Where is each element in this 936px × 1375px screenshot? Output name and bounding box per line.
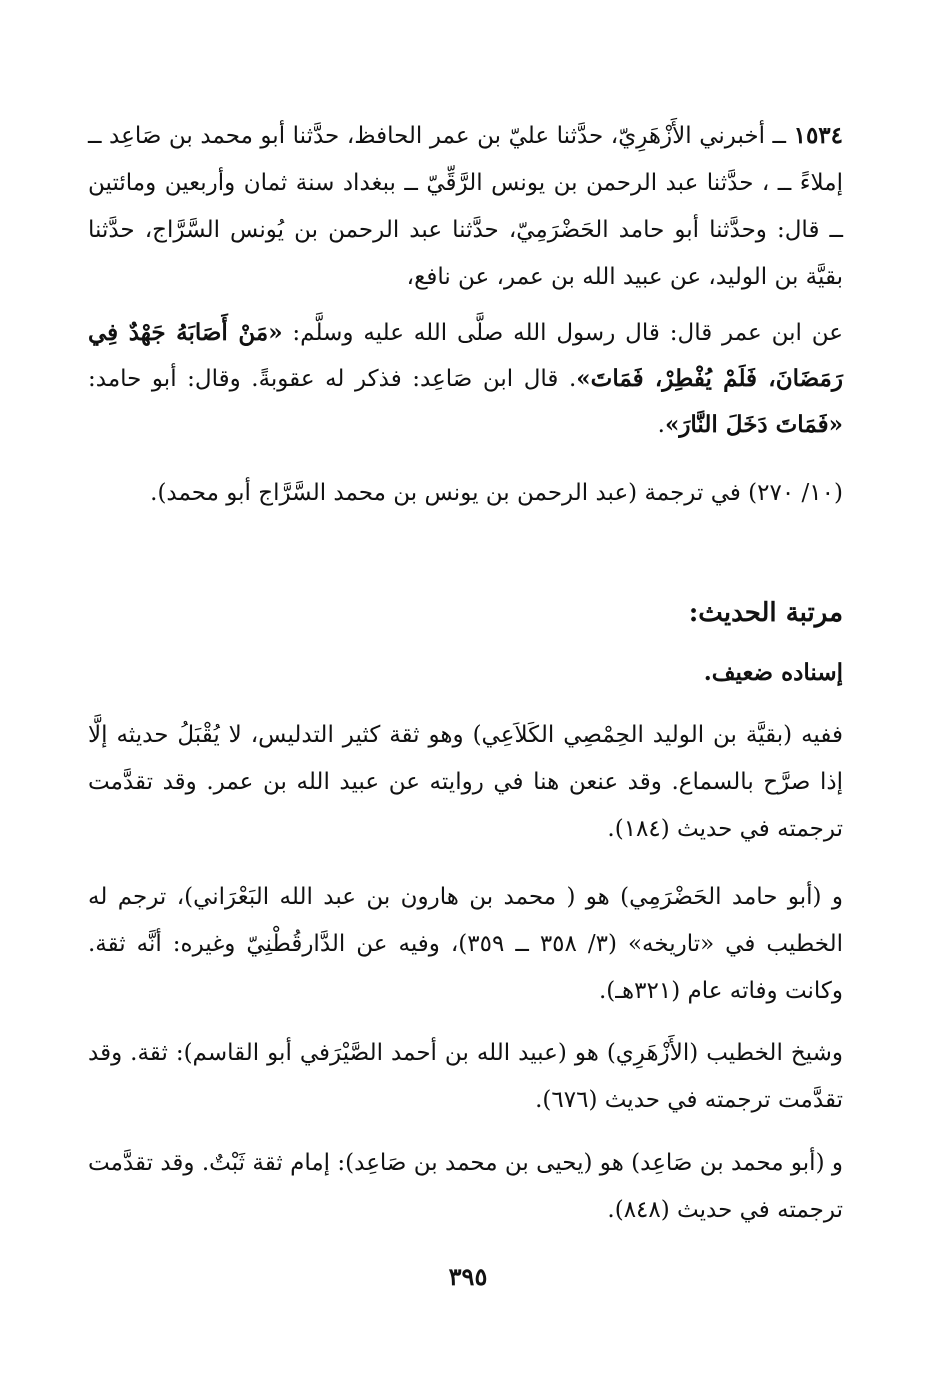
isnad-text: ــ أخبرني الأَزْهَرِيّ، حدَّثنا عليّ بن عمر الحافظ، حدَّثنا أبو محمد بن صَاعِد ــ إملاءً ــ ، حدَّثنا عبد الرحمن بن يونس الرَّقِّيّ ــ ببغداد سنة ثمان وأربعين ومائتين ــ قال: وحدَّثنا أبو حامد الحَضْرَمِيّ، حدَّثنا عبد الرحمن بن يُونس السَّرَّاج، حدَّثنا بقيَّة بن الوليد، عن عبيد الله بن عمر، عن نافع،	[88, 123, 843, 290]
source-reference: (١٠/ ٢٧٠) في ترجمة (عبد الرحمن بن يونس بن محمد السَّرَّاج أبو محمد).	[150, 480, 843, 506]
grade-verdict: إسناده ضعيف.	[703, 659, 843, 686]
commentary-paragraph: و (أبو محمد بن صَاعِد) هو (يحيى بن محمد بن صَاعِد): إمام ثقة ثَبْتٌ. وقد تقدَّمت ترجمته في حديث (٨٤٨).	[88, 1150, 843, 1223]
page-number: ٣٩٥	[448, 1262, 488, 1291]
matn-quote: «مَنْ أَصَابَهُ جَهْدٌ فِي رَمَضَانَ، فَلَمْ يُفْطِرْ، فَمَاتَ»	[88, 319, 843, 392]
matn-end: .	[657, 412, 665, 438]
hadith-matn	[88, 310, 843, 448]
commentary-paragraph: و (أبو حامد الحَضْرَمِي) هو ( محمد بن هارون بن عبد الله البَعْرَاني)، ترجم له الخطيب في «تاريخه» (٣/ ٣٥٨ ــ ٣٥٩)، وفيه عن الدَّارقُطْنِيّ وغيره: أنَّه ثقة. وكانت وفاته عام (٣٢١هـ).	[88, 884, 843, 1004]
matn-after: . قال ابن صَاعِد: فذكر له عقوبةً. وقال: أبو حامد:	[88, 366, 577, 392]
matn-quote-2: «فَمَاتَ دَخَلَ النَّارَ»	[664, 411, 843, 438]
grade-heading: مرتبة الحديث:	[688, 598, 843, 628]
hadith-number: ١٥٣٤	[793, 122, 844, 149]
matn-intro: عن ابن عمر قال: قال رسول الله صلَّى الله عليه وسلَّم:	[282, 320, 843, 346]
commentary-paragraph: ففيه (بقيَّة بن الوليد الحِمْصِي الكَلاَعِي) وهو ثقة كثير التدليس، لا يُقْبَلُ حديثه إلَّا إذا صرَّح بالسماع. وقد عنعن هنا في روايته عن عبيد الله بن عمر. وقد تقدَّمت ترجمته في حديث (١٨٤).	[88, 722, 843, 842]
commentary-paragraph: وشيخ الخطيب (الأَزْهَرِي) هو (عبيد الله بن أحمد الصَّيْرَفي أبو القاسم): ثقة. وقد تقدَّمت ترجمته في حديث (٦٧٦).	[88, 1040, 843, 1113]
hadith-isnad	[88, 112, 843, 301]
